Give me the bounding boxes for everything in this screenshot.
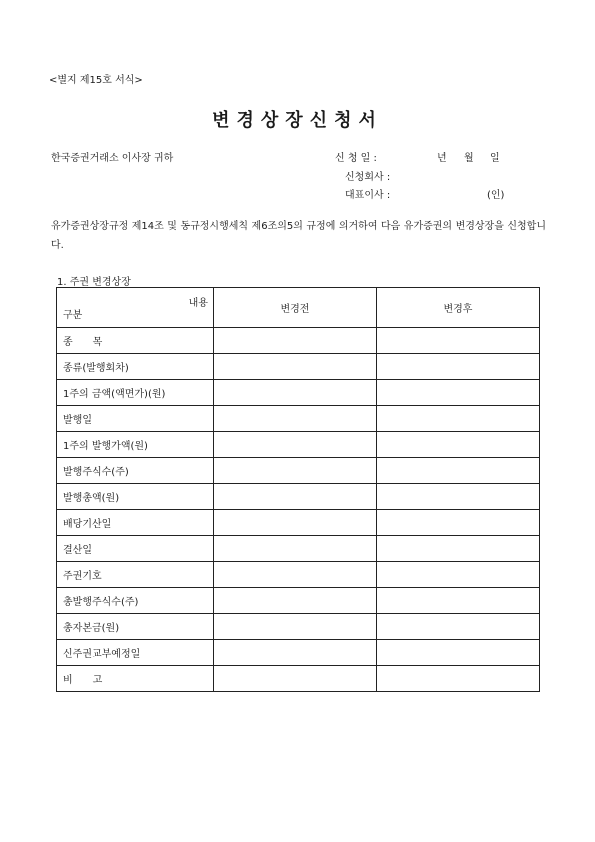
- table-row: [57, 406, 540, 432]
- after-value-cell[interactable]: [376, 380, 539, 406]
- before-value-cell[interactable]: [213, 432, 376, 458]
- applicant-company-label: 신청회사 :: [345, 172, 391, 183]
- after-value-cell[interactable]: [376, 614, 539, 640]
- row-label: 결산일: [57, 536, 214, 562]
- row-label: 종 목: [57, 328, 214, 354]
- table-row: [57, 562, 540, 588]
- document-title: 변경상장신청서: [212, 110, 383, 131]
- before-value-cell[interactable]: [213, 562, 376, 588]
- after-value-cell[interactable]: [376, 354, 539, 380]
- before-value-cell[interactable]: [213, 614, 376, 640]
- table-row: [57, 640, 540, 666]
- table-row: [57, 380, 540, 406]
- after-value-cell[interactable]: [376, 458, 539, 484]
- representative-label: 대표이사 :: [345, 190, 391, 201]
- table-row: [57, 354, 540, 380]
- after-value-cell[interactable]: [376, 484, 539, 510]
- after-value-cell[interactable]: [376, 510, 539, 536]
- corner-top-label: 내용: [188, 298, 208, 309]
- corner-bottom-label: 구분: [63, 310, 83, 321]
- after-value-cell[interactable]: [376, 432, 539, 458]
- table-row: [57, 510, 540, 536]
- addressee: 한국증권거래소 이사장 귀하: [51, 153, 174, 164]
- row-label: 1주의 금액(액면가)(원): [57, 380, 214, 406]
- table-header-row: [57, 288, 540, 328]
- table-row: [57, 588, 540, 614]
- table-row: [57, 484, 540, 510]
- row-label: 총자본금(원): [57, 614, 214, 640]
- day-label: 일: [490, 153, 500, 164]
- table-row: [57, 458, 540, 484]
- before-value-cell[interactable]: [213, 536, 376, 562]
- column-header-after: 변경후: [376, 288, 539, 328]
- application-date-label: 신 청 일 :: [335, 153, 377, 164]
- before-value-cell[interactable]: [213, 406, 376, 432]
- row-label: 발행주식수(주): [57, 458, 214, 484]
- table-row: [57, 536, 540, 562]
- year-label: 년: [437, 153, 447, 164]
- after-value-cell[interactable]: [376, 406, 539, 432]
- table-row: [57, 432, 540, 458]
- row-label: 배당기산일: [57, 510, 214, 536]
- corner-cell: [57, 288, 214, 328]
- row-label: 발행총액(원): [57, 484, 214, 510]
- after-value-cell[interactable]: [376, 536, 539, 562]
- before-value-cell[interactable]: [213, 640, 376, 666]
- before-value-cell[interactable]: [213, 458, 376, 484]
- row-label: 총발행주식수(주): [57, 588, 214, 614]
- table-row: [57, 666, 540, 692]
- row-label: 신주권교부예정일: [57, 640, 214, 666]
- row-label: 발행일: [57, 406, 214, 432]
- section-title: 1. 주권 변경상장: [57, 277, 131, 288]
- seal-mark: (인): [487, 190, 505, 201]
- row-label: 비 고: [57, 666, 214, 692]
- row-label: 1주의 발행가액(원): [57, 432, 214, 458]
- listing-change-table: [56, 287, 540, 692]
- request-paragraph: 유가증권상장규정 제14조 및 동규정시행세칙 제6조의5의 규정에 의거하여 다음 유가증권의 변경상장을 신청합니다.: [51, 221, 546, 251]
- row-label: 주권기호: [57, 562, 214, 588]
- after-value-cell[interactable]: [376, 562, 539, 588]
- table-row: [57, 328, 540, 354]
- before-value-cell[interactable]: [213, 510, 376, 536]
- before-value-cell[interactable]: [213, 328, 376, 354]
- after-value-cell[interactable]: [376, 328, 539, 354]
- after-value-cell[interactable]: [376, 640, 539, 666]
- table-row: [57, 614, 540, 640]
- before-value-cell[interactable]: [213, 354, 376, 380]
- after-value-cell[interactable]: [376, 666, 539, 692]
- column-header-before: 변경전: [213, 288, 376, 328]
- before-value-cell[interactable]: [213, 380, 376, 406]
- form-number: <별지 제15호 서식>: [49, 75, 143, 86]
- row-label: 종류(발행회차): [57, 354, 214, 380]
- month-label: 월: [464, 153, 474, 164]
- after-value-cell[interactable]: [376, 588, 539, 614]
- before-value-cell[interactable]: [213, 484, 376, 510]
- before-value-cell[interactable]: [213, 666, 376, 692]
- before-value-cell[interactable]: [213, 588, 376, 614]
